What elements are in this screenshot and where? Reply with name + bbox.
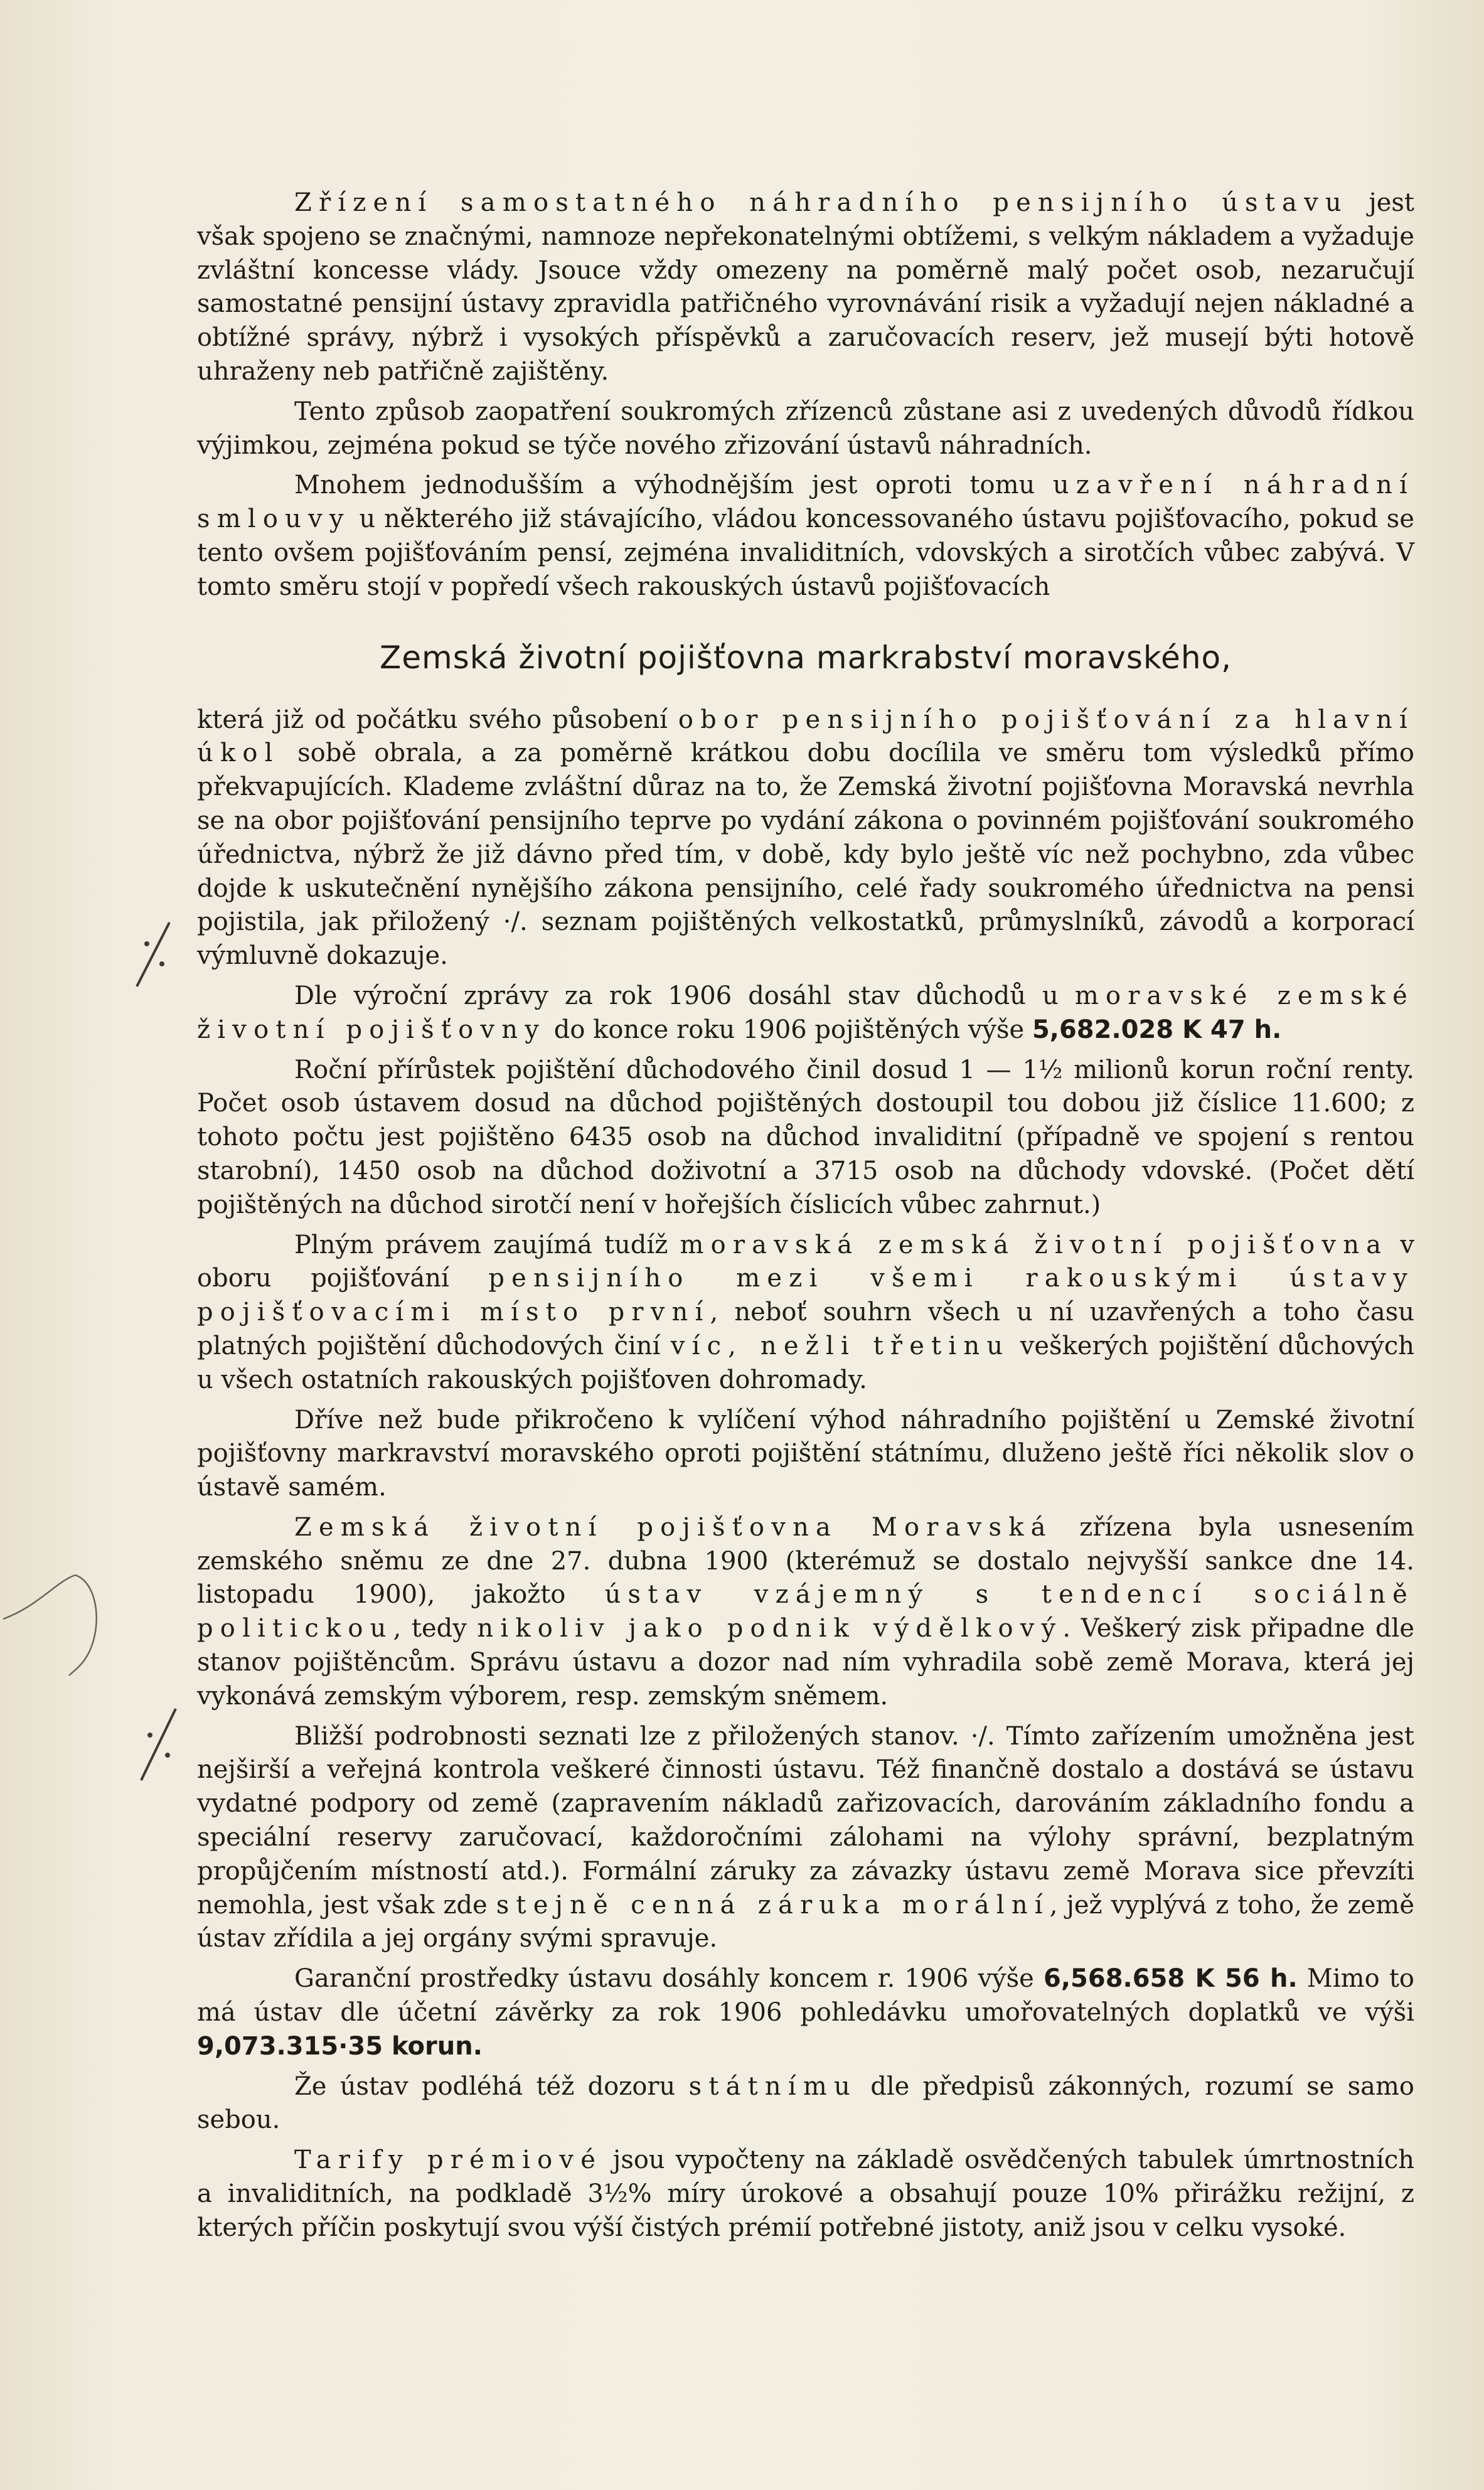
body-text: jest však spojeno se značnými, namnoze nepřekonatelnými obtížemi, s velkým nákladem a vyžaduje zvláštní koncesse vlády. Jsouce vždy omezeny na poměrně malý počet osob, nezaručují samostatné pensijní ústavy zpravidla patřičného vyrovnávání risik a vyžadují nejen nákladné a obtížné správy, nýbrž i vysokých příspěvků a zaručovacích reserv, jež musejí býti hotově uhraženy neb patřičně zajištěny. — [197, 188, 1414, 386]
bold-amount: 5,682.028 K 47 h. — [1032, 1015, 1282, 1044]
paragraph-7 — [197, 1229, 1414, 1397]
body-text: Tento způsob zaopatření soukromých zřízenců zůstane asi z uvedených důvodů řídkou výjimkou, zejména pokud se týče nového zřizování ústavů náhradních. — [197, 397, 1414, 460]
emphasis-text: Zemská životní pojišťovna Moravská — [294, 1512, 1053, 1542]
paragraph-5 — [197, 980, 1414, 1047]
emphasis-text: uzavření náhradní smlouvy — [197, 471, 1414, 534]
body-text: Mimo to má ústav dle účetní závěrky za rok 1906 pohledávku umořovatelných doplatků ve výši — [197, 1964, 1414, 2028]
paragraph-4 — [197, 703, 1414, 973]
emphasis-text: Tarify prémiové — [294, 2145, 603, 2175]
emphasis-text: státnímu — [688, 2071, 857, 2101]
body-text: do konce roku 1906 pojištěných výše — [546, 1015, 1032, 1044]
paragraph-10 — [197, 1720, 1414, 1957]
body-text: která již od počátku svého působení — [197, 705, 678, 734]
body-text: Roční přírůstek pojištění důchodového činil dosud 1 — 1½ milionů korun roční renty. Počet osob ústavem dosud na důchod pojištěných dostoupil tou dobou již číslice 11.600; z tohoto počtu jest pojištěno 6435 osob na důchod invaliditní (případně ve spojení s rentou starobní), 1450 osob na důchod doživotní a 3715 osob na důchody vdovské. (Počet dětí pojištěných na důchod sirotčí není v hořejších číslicích vůbec zahrnut.) — [197, 1055, 1414, 1219]
emphasis-text: nikoliv jako podnik výdělkový — [477, 1614, 1063, 1643]
body-text: Dříve než bude přikročeno k vylíčení výhod náhradního pojištění u Zemské životní pojišťovny markravství moravského oproti pojištění státnímu, dluženo ještě říci několik slov o ústavě samém. — [197, 1405, 1414, 1502]
bold-amount: 6,568.658 K 56 h. — [1044, 1964, 1298, 1994]
paragraph-6 — [197, 1054, 1414, 1222]
body-text: sobě obrala, a za poměrně krátkou dobu docílila ve směru tom výsledků přímo překvapujících. Klademe zvláštní důraz na to, že Zemská životní pojišťovna Moravská nevrhla se na obor pojišťování pensijního teprve po vydání zákona o povinném pojišťování soukromého úřednictva, nýbrž že již dávno před tím, v době, kdy bylo ještě víc než pochybno, zda vůbec dojde k uskutečnění nynějšího zákona pensijního, celé řady soukromého úřednictva na pensi pojistila, jak přiložený ·/. seznam pojištěných velkostatků, průmyslníků, závodů a korporací výmluvně dokazuje. — [197, 739, 1414, 971]
text-column — [197, 186, 1414, 2245]
paragraph-1 — [197, 186, 1414, 389]
body-text: veškerých pojištění důchových u všech ostatních rakouských pojišťoven dohromady. — [197, 1331, 1415, 1394]
margin-annotation-slash-1 — [125, 916, 182, 991]
paragraph-8 — [197, 1404, 1414, 1505]
emphasis-text: ústav vzájemný s tendencí sociálně politickou — [197, 1580, 1415, 1643]
paragraph-3 — [197, 469, 1414, 604]
body-text: v oboru pojišťování — [197, 1230, 1415, 1293]
paragraph-11 — [197, 1962, 1414, 2063]
body-text: zřízena byla usnesením zemského sněmu ze dne 27. dubna 1900 (kterémuž se dostalo nejvyšší sankce dne 14. listopadu 1900), jakožto — [197, 1512, 1414, 1610]
bold-amount: 9,073.315·35 korun. — [197, 2031, 483, 2061]
paragraph-13 — [197, 2144, 1414, 2245]
emphasis-text: víc, nežli třetinu — [670, 1331, 1010, 1360]
emphasis-text: Zřízení samostatného náhradního pensijního ústavu — [294, 188, 1348, 217]
body-text: , tedy — [393, 1614, 478, 1643]
emphasis-text: obor pensijního pojišťování za hlavní úkol — [197, 705, 1414, 768]
emphasis-text: moravská zemská životní pojišťovna — [680, 1230, 1389, 1259]
paragraph-12 — [197, 2070, 1414, 2138]
body-text: Dle výroční zprávy za rok 1906 dosáhl stav důchodů u — [294, 981, 1075, 1010]
margin-annotation-bracket — [0, 1569, 107, 1682]
emphasis-text: pensijního mezi všemi rakouskými ústavy pojišťovacími místo první — [197, 1264, 1414, 1327]
body-text: jsou vypočteny na základě osvědčených tabulek úmrtnostních a invaliditních, na podkladě 3½% míry úrokové a obsahují pouze 10% přirážku režijní, z kterých příčin poskytují svou výší čistých prémií potřebné jistoty, aniž jsou v celku vysoké. — [197, 2145, 1414, 2242]
paragraph-9 — [197, 1511, 1414, 1714]
section-heading: Zemská životní pojišťovna markrabství moravského, — [379, 639, 1232, 676]
body-text: u některého již stávajícího, vládou koncessovaného ústavu pojišťovacího, pokud se tento ovšem pojišťováním pensí, zejména invaliditních, vdovských a sirotčích vůbec zabývá. V tomto směru stojí v popředí všech rakouských ústavů pojišťovacích — [197, 505, 1414, 601]
body-text: . Veškerý zisk připadne dle stanov pojištěncům. Správu ústavu a dozor nad ním vyhradila sobě země Morava, která jej vykonává zemským výborem, resp. zemským sněmem. — [197, 1614, 1414, 1711]
margin-annotation-slash-2 — [129, 1704, 185, 1785]
body-text: Mnohem jednodušším a výhodnějším jest oproti tomu — [294, 471, 1053, 500]
emphasis-text: moravské zemské životní pojišťovny — [197, 981, 1415, 1044]
body-text: , jež vyplývá z toho, že země ústav zřídila a jej orgány svými spravuje. — [197, 1890, 1414, 1953]
body-text: Plným právem zaujímá tudíž — [294, 1230, 680, 1259]
body-text: Že ústav podléhá též dozoru — [294, 2071, 689, 2101]
body-text: , neboť souhrn všech u ní uzavřených a toho času platných pojištění důchodových činí — [197, 1298, 1414, 1360]
emphasis-text: stejně cenná záruka morální — [496, 1890, 1050, 1920]
body-text: Garanční prostředky ústavu dosáhly koncem r. 1906 výše — [294, 1964, 1044, 1994]
paragraph-2 — [197, 395, 1414, 463]
body-text: Bližší podrobnosti seznati lze z přiložených stanov. ·/. Tímto zařízením umožněna jest nejširší a veřejná kontrola veškeré činnosti ústavu. Též finančně dostalo a dostává se ústavu vydatné podpory od země (zapravením nákladů zařizovacích, darováním základního fondu a speciální reservy zaručovací, každoročními zálohami na výlohy správní, bezplatným propůjčením místností atd.). Formální záruky za závazky ústavu země Morava sice převzíti nemohla, jest však zde — [197, 1721, 1414, 1920]
body-text: dle předpisů zákonných, rozumí se samo sebou. — [197, 2071, 1415, 2135]
